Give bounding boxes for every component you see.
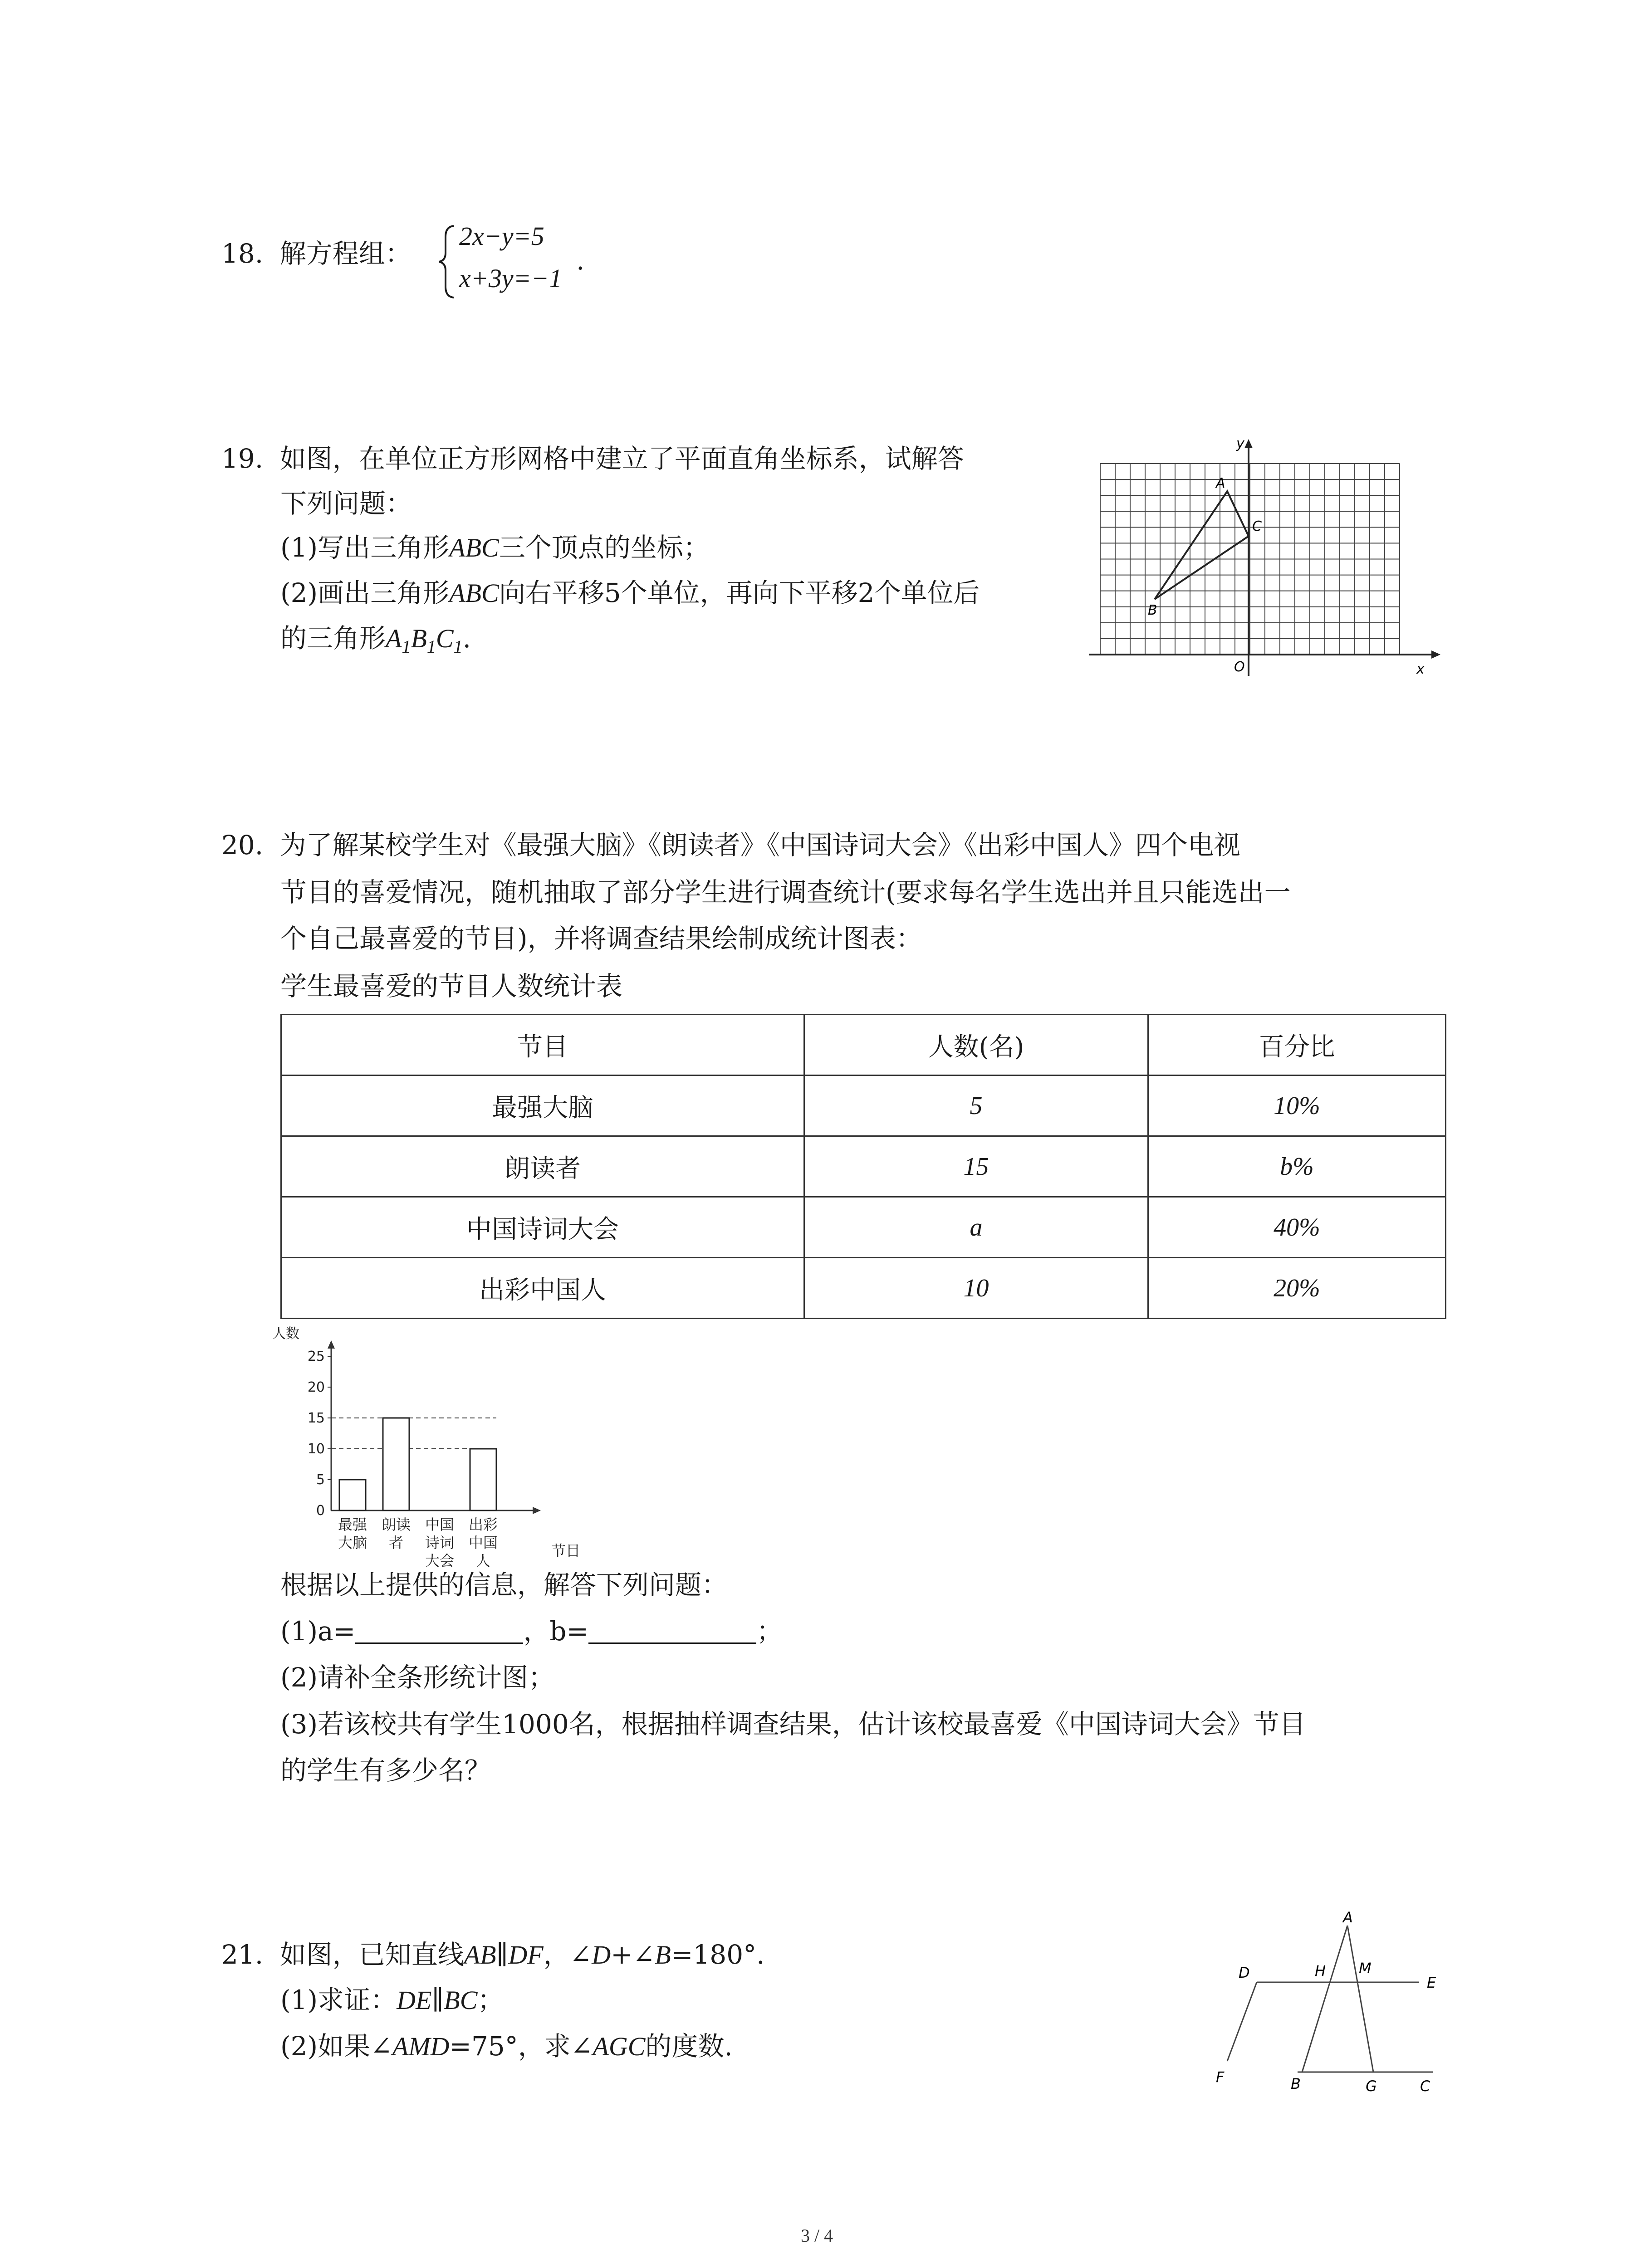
q20-sub-2: (2)请补全条形统计图； [280,1662,555,1693]
chart-category-label: 大会 [425,1552,455,1569]
table-header-cell: 人数(名) [804,1015,1148,1075]
q20-sub-1 [280,1616,783,1647]
q19-number: 19. [221,443,264,474]
q19-origin-label: O [1234,659,1245,675]
chart-category-label: 中国 [425,1516,455,1533]
q19-item-2 [280,577,980,608]
q19-item-1 [280,534,710,561]
chart-category-label: 人 [475,1552,491,1569]
q19-item-1-post: 三个顶点的坐标； [499,532,710,563]
q21-i1-end: ； [477,1984,504,2015]
chart-bar [470,1449,496,1510]
chart-y-tick-label: 0 [316,1503,325,1519]
q18-equation-1: 2x−y=5 [459,221,544,251]
table-cell: a [804,1197,1148,1258]
table-row [281,1075,1446,1136]
q21-label-f: F [1216,2068,1225,2086]
q19-triangle-abc [1155,491,1249,599]
q21-geometry-figure [1193,1910,1447,2109]
chart-y-tick-label: 10 [307,1441,325,1457]
q19-x-arrow [1431,650,1440,659]
table-cell: 中国诗词大会 [281,1197,804,1258]
chart-category-label: 中国 [468,1534,498,1551]
q21-l1-ab: AB∥DF [464,1940,544,1970]
q21-l1-mid: ，∠ [543,1939,592,1970]
table-row [281,1197,1446,1258]
q21-label-g: G [1366,2077,1377,2095]
q18-label: 解方程组： [279,238,411,269]
q19-line-1 [221,445,964,472]
table-header-cell: 百分比 [1148,1015,1446,1075]
q21-label-m: M [1359,1960,1372,1977]
q20-table [280,1014,1446,1319]
table-cell: 出彩中国人 [281,1258,804,1319]
q20-sub1-b: ，b= [523,1616,589,1647]
chart-x-axis-label: 节目 [551,1542,581,1559]
q20-text-1: 为了解某校学生对《最强大脑》《朗读者》《中国诗词大会》《出彩中国人》四个电视 [279,830,1240,860]
q20-line-2: 节目的喜爱情况，随机抽取了部分学生进行调查统计(要求每名学生选出并且只能选出一 [280,877,1291,908]
table-header-cell: 节目 [281,1015,804,1075]
q21-i1-math: DE∥BC [397,1985,478,2015]
q21-number: 21. [221,1939,264,1970]
q19-grid-figure [1089,435,1443,680]
q21-line-1 [221,1941,765,1968]
chart-y-tick-label: 15 [307,1410,325,1426]
page-number: 3 / 4 [801,2225,833,2246]
q20-sub-3-line-1: (3)若该校共有学生1000名，根据抽样调查结果，估计该校最喜爱《中国诗词大会》节目 [280,1709,1306,1740]
table-cell: 40% [1148,1197,1446,1258]
q19-item-3-pre: 的三角形 [280,623,386,654]
table-cell: 20% [1148,1258,1446,1319]
q19-grid [1100,464,1400,655]
q20-sub1-a: (1)a= [280,1616,356,1647]
chart-y-tick-label: 25 [307,1349,325,1364]
q20-sub-3-line-2: 的学生有多少名？ [280,1755,491,1786]
chart-x-arrow [533,1507,541,1514]
chart-category-label: 最强 [338,1516,367,1533]
q19-point-c: C [1252,518,1262,534]
q19-y-label: y [1236,436,1244,452]
q21-i2-agc: AGC [593,2032,646,2061]
q21-label-e: E [1427,1974,1436,1991]
table-cell: 10 [804,1258,1148,1319]
q19-item-3 [280,625,471,656]
q18-period: . [576,245,585,276]
q21-l1-pre: 如图，已知直线 [279,1939,464,1970]
q19-item-1-tri: ABC [449,533,499,562]
q20-sub1-end: ； [756,1616,783,1647]
q21-label-a: A [1343,1910,1353,1926]
table-cell: 15 [804,1136,1148,1197]
table-cell: 朗读者 [281,1136,804,1197]
q19-item-3-end: . [462,623,471,654]
q19-x-label: x [1416,661,1425,677]
q21-label-b: B [1291,2075,1301,2092]
q21-item-1 [280,1984,504,2015]
q21-label-h: H [1315,1962,1326,1980]
q21-l1-b: B [655,1940,671,1970]
q21-i2-post: 的度数. [645,2031,733,2062]
chart-category-label: 出彩 [468,1516,498,1533]
q21-line-df [1227,1982,1257,2061]
q19-text-1: 如图，在单位正方形网格中建立了平面直角坐标系，试解答 [279,443,964,474]
chart-y-tick-label: 5 [316,1472,325,1488]
chart-category-label: 者 [388,1534,404,1551]
q21-item-2 [280,2033,733,2060]
q19-item-2-pre: (2)画出三角形 [280,577,450,608]
table-cell: 5 [804,1075,1148,1136]
q21-i2-pre: (2)如果∠ [280,2031,392,2062]
chart-category-label: 大脑 [338,1534,367,1551]
answer-blank-a[interactable] [355,1621,523,1644]
q19-y-arrow [1244,439,1253,448]
chart-category-label: 朗读 [381,1516,411,1533]
table-cell: 10% [1148,1075,1446,1136]
chart-category-label: 诗词 [425,1534,455,1551]
q19-item-1-pre: (1)写出三角形 [280,532,450,563]
q19-point-a: A [1216,475,1225,491]
chart-bar [383,1418,409,1510]
q19-item-2-tri: ABC [449,578,499,608]
q19-item-2-post: 向右平移5个单位，再向下平移2个单位后 [499,577,980,608]
q21-l1-d: D [592,1940,611,1970]
q20-table-title: 学生最喜爱的节目人数统计表 [280,971,623,1002]
q20-line-1 [221,832,1240,858]
q19-point-b: B [1148,602,1157,618]
q19-line-2: 下列问题： [280,488,412,519]
table-header-row [281,1015,1446,1075]
q21-line-ab [1302,1926,1347,2072]
chart-y-tick-label: 20 [307,1379,325,1395]
chart-bar [339,1480,366,1510]
table-row [281,1258,1446,1319]
q21-label-d: D [1239,1964,1250,1981]
chart-y-axis-label: 人数 [272,1326,299,1342]
q18-text [221,240,411,267]
q21-i2-amd: AMD [392,2032,450,2061]
q18-equation-2: x+3y=−1 [459,264,562,293]
q21-i2-mid: =75°，求∠ [449,2031,593,2062]
q20-number: 20. [221,830,264,860]
q21-label-c: C [1420,2077,1430,2095]
table-row [281,1136,1446,1197]
q20-after-chart: 根据以上提供的信息，解答下列问题： [280,1569,728,1600]
answer-blank-b[interactable] [588,1621,756,1644]
chart-y-arrow [328,1340,335,1349]
q21-line-ag [1347,1926,1373,2072]
q18-brace [436,223,459,300]
table-cell: b% [1148,1136,1446,1197]
q20-bar-chart [272,1325,644,1569]
table-cell: 最强大脑 [281,1075,804,1136]
q21-text-1 [280,1939,765,1970]
q18-number: 18. [221,238,264,269]
q21-i1-pre: (1)求证： [280,1984,397,2015]
q20-line-3: 个自己最喜爱的节目)，并将调查结果绘制成统计图表： [280,923,922,954]
q21-l1-post: =180°. [671,1939,765,1970]
q21-l1-plus: +∠ [611,1939,655,1970]
q19-triangle-a1b1c1: $A_1B_1C_1$ [386,624,463,657]
